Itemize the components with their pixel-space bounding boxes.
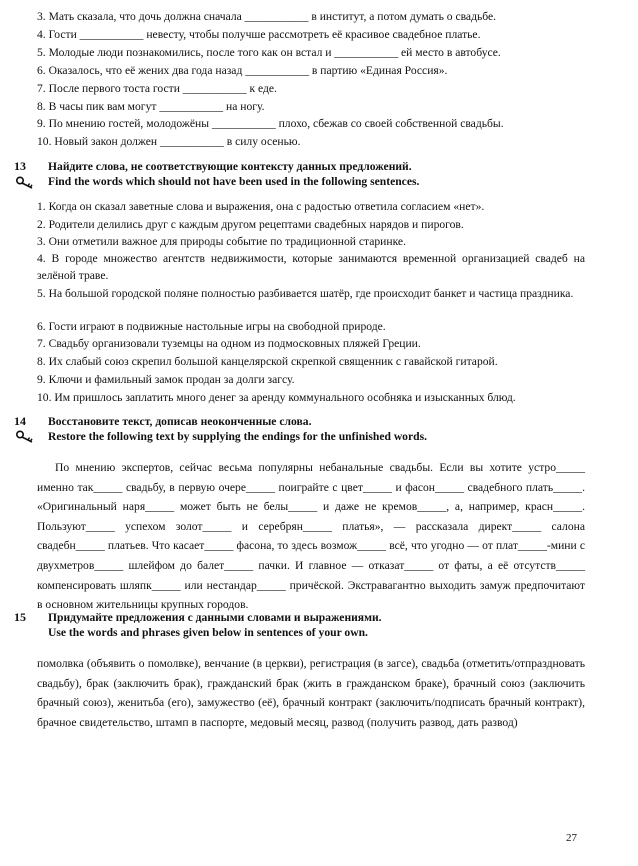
list-item: 8. Их слабый союз скрепил большой канцелярской скрепкой священник с гавайской гитарой.: [37, 355, 498, 368]
list-item: 9. Ключи и фамильный замок продан за долги загсу.: [37, 373, 295, 386]
exercise-title: Найдите слова, не соответствующие контексту данных предложений.: [48, 160, 412, 173]
list-item: 7. Свадьбу организовали туземцы на одном из подмосковных пляжей Греции.: [37, 337, 421, 350]
list-item: 9. По мнению гостей, молодожёны ___________ плохо, сбежав со своей собственной свадьбы.: [37, 117, 504, 130]
exercise-text: По мнению экспертов, сейчас весьма популярны небанальные свадьбы. Если вы хотите устро_____ именно так_____ свадьбу, в первую очере_____ поиграйте с цвет_____ и фасон_____ свадебного плать_____. «Оригинальный наря_____ может быть не белы_____ и даже не кремов_____, а, например, красн_____. Пользуют_____ успехом золот_____ и серебрян_____ платья», — рассказала директ_____ салона свадебн_____ платьев. Что касает_____ фасона, то здесь возмож_____ всё, что угодно — от плат_____-мини с двухметров_____ шлейфом до балет_____ пачки. И главное — отказат_____ от фаты, а её отсутств_____ компенсировать шляпк_____ или нестандар_____ причёской. Экстравагантно выходить замуж предпочитают в основном жительницы крупных городов.: [37, 461, 585, 612]
list-item: 3. Мать сказала, что дочь должна сначала ___________ в институт, а потом думать о свадьбе.: [37, 10, 497, 23]
key-icon: [14, 430, 36, 444]
exercise-number: 15: [14, 610, 26, 624]
list-item: 2. Родители делились друг с каждым другом рецептами свадебных нарядов и пирогов.: [37, 218, 464, 231]
exercise-number: 14: [14, 414, 26, 428]
list-item: 10. Новый закон должен ___________ в силу осенью.: [37, 135, 301, 148]
list-item: 7. После первого тоста гости ___________ к еде.: [37, 82, 277, 95]
exercise-number: 13: [14, 159, 26, 173]
exercise-title-en: Use the words and phrases given below in sentences of your own.: [48, 626, 368, 639]
page-number: 27: [566, 832, 577, 844]
list-item: 3. Они отметили важное для природы событие по традиционной старинке.: [37, 235, 406, 248]
exercise-title: Восстановите текст, дописав неоконченные слова.: [48, 415, 312, 428]
list-item: 5. Молодые люди познакомились, после того как он встал и ___________ ей место в автобусе.: [37, 46, 501, 59]
list-item: 6. Оказалось, что её жених два года назад ___________ в партию «Единая Россия».: [37, 64, 448, 77]
list-item: 6. Гости играют в подвижные настольные игры на свободной природе.: [37, 320, 386, 333]
list-item: 1. Когда он сказал заветные слова и выражения, она с радостью ответила согласием «нет».: [37, 200, 485, 213]
list-item: 10. Им пришлось заплатить много денег за аренду коммунального особняка и изысканных блюд.: [37, 391, 516, 404]
list-item: 8. В часы пик вам могут ___________ на ногу.: [37, 100, 265, 113]
exercise-title-en: Restore the following text by supplying the endings for the unfinished words.: [48, 430, 427, 443]
exercise-title-en: Find the words which should not have been used in the following sentences.: [48, 175, 420, 188]
key-icon: [14, 176, 36, 190]
list-item: 5. На большой городской поляне полностью разбивается шатёр, где происходит банкет и частица праздника.: [37, 287, 574, 300]
exercise-title: Придумайте предложения с данными словами и выражениями.: [48, 611, 382, 624]
list-item: 4. В городе множество агентств недвижимости, которые занимаются временной организацией свадеб на зелёной траве.: [37, 252, 585, 282]
exercise-text: помолвка (объявить о помолвке), венчание (в церкви), регистрация (в загсе), свадьба (отметить/отпраздновать свадьбу), брак (заключить брак), гражданский брак (жить в гражданском браке), брачный союз (заключить брачный союз), женитьба (его), замужество (её), брачный контракт (заключить/подписать брачный контракт), брачное свидетельство, штамп в паспорте, медовый месяц, развод (получить развод, дать развод): [37, 657, 585, 729]
list-item: 4. Гости ___________ невесту, чтобы получше рассмотреть её красивое свадебное платье.: [37, 28, 481, 41]
